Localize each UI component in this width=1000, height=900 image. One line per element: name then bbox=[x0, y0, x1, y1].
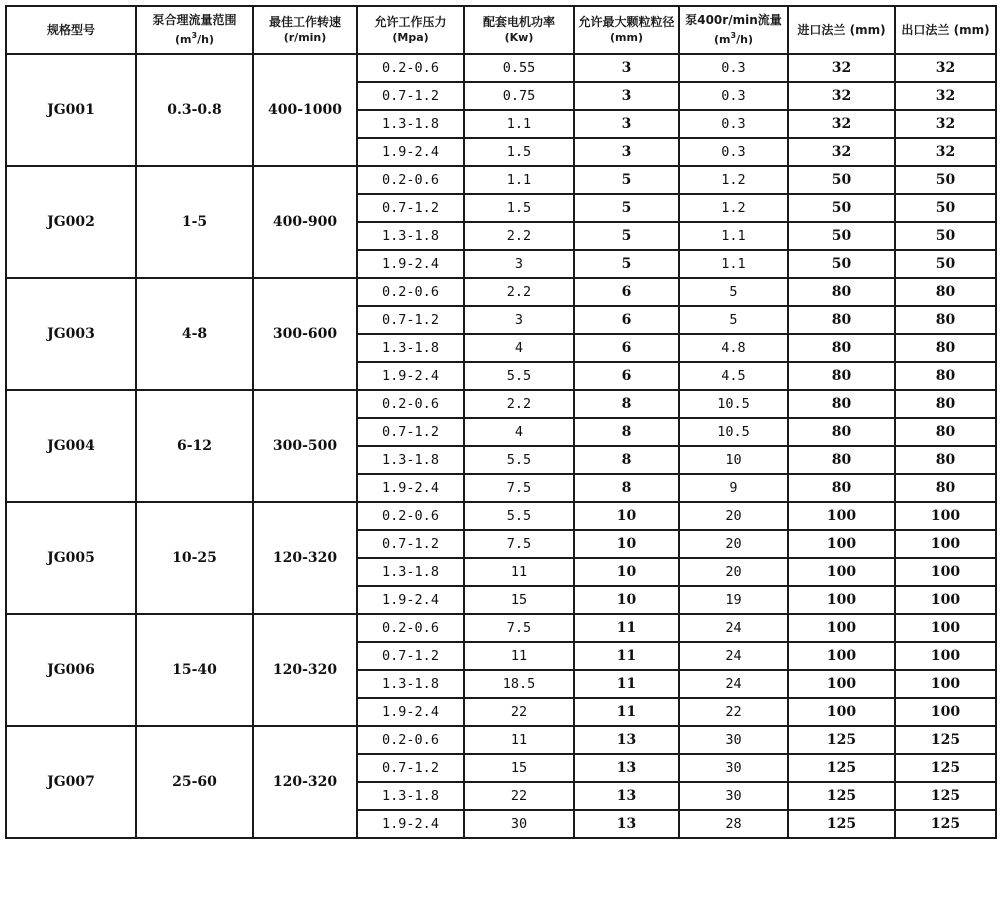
motor-power-cell: 4 bbox=[464, 418, 574, 446]
motor-power-cell: 15 bbox=[464, 586, 574, 614]
motor-power-cell: 3 bbox=[464, 306, 574, 334]
flow-400-cell: 1.2 bbox=[679, 194, 788, 222]
flow-400-cell: 19 bbox=[679, 586, 788, 614]
inlet-flange-cell: 100 bbox=[788, 530, 895, 558]
particle-size-cell: 11 bbox=[574, 698, 679, 726]
speed-cell: 400-1000 bbox=[253, 54, 357, 166]
table-row bbox=[6, 502, 996, 530]
pressure-cell: 1.3-1.8 bbox=[357, 110, 464, 138]
pump-spec-table bbox=[5, 5, 997, 839]
particle-size-cell: 11 bbox=[574, 614, 679, 642]
pressure-cell: 0.2-0.6 bbox=[357, 726, 464, 754]
flow-range-cell: 6-12 bbox=[136, 390, 253, 502]
motor-power-cell: 1.1 bbox=[464, 110, 574, 138]
inlet-flange-cell: 100 bbox=[788, 698, 895, 726]
pressure-cell: 1.9-2.4 bbox=[357, 810, 464, 838]
motor-power-cell: 2.2 bbox=[464, 278, 574, 306]
particle-size-cell: 10 bbox=[574, 586, 679, 614]
motor-power-cell: 0.55 bbox=[464, 54, 574, 82]
inlet-flange-cell: 80 bbox=[788, 362, 895, 390]
motor-power-cell: 4 bbox=[464, 334, 574, 362]
pressure-cell: 0.2-0.6 bbox=[357, 54, 464, 82]
particle-size-cell: 8 bbox=[574, 446, 679, 474]
inlet-flange-cell: 32 bbox=[788, 82, 895, 110]
particle-size-cell: 3 bbox=[574, 82, 679, 110]
particle-size-cell: 6 bbox=[574, 362, 679, 390]
header-row bbox=[6, 6, 996, 54]
speed-cell: 120-320 bbox=[253, 502, 357, 614]
particle-size-cell: 3 bbox=[574, 110, 679, 138]
table-row bbox=[6, 726, 996, 754]
outlet-flange-cell: 32 bbox=[895, 82, 996, 110]
inlet-flange-cell: 100 bbox=[788, 642, 895, 670]
motor-power-cell: 11 bbox=[464, 642, 574, 670]
outlet-flange-cell: 32 bbox=[895, 138, 996, 166]
inlet-flange-cell: 100 bbox=[788, 502, 895, 530]
inlet-flange-cell: 32 bbox=[788, 110, 895, 138]
motor-power-cell: 5.5 bbox=[464, 362, 574, 390]
pressure-cell: 0.7-1.2 bbox=[357, 418, 464, 446]
motor-power-cell: 22 bbox=[464, 782, 574, 810]
motor-power-cell: 2.2 bbox=[464, 390, 574, 418]
flow-range-cell: 15-40 bbox=[136, 614, 253, 726]
flow-400-cell: 4.8 bbox=[679, 334, 788, 362]
particle-size-cell: 5 bbox=[574, 194, 679, 222]
pressure-cell: 0.2-0.6 bbox=[357, 390, 464, 418]
header-model: 规格型号 bbox=[6, 6, 136, 54]
pressure-cell: 1.3-1.8 bbox=[357, 782, 464, 810]
flow-400-cell: 24 bbox=[679, 642, 788, 670]
outlet-flange-cell: 100 bbox=[895, 670, 996, 698]
outlet-flange-cell: 80 bbox=[895, 390, 996, 418]
pressure-cell: 0.2-0.6 bbox=[357, 502, 464, 530]
flow-400-cell: 10 bbox=[679, 446, 788, 474]
model-cell: JG002 bbox=[6, 166, 136, 278]
outlet-flange-cell: 100 bbox=[895, 698, 996, 726]
flow-400-cell: 0.3 bbox=[679, 54, 788, 82]
particle-size-cell: 6 bbox=[574, 306, 679, 334]
outlet-flange-cell: 100 bbox=[895, 642, 996, 670]
inlet-flange-cell: 32 bbox=[788, 54, 895, 82]
particle-size-cell: 10 bbox=[574, 502, 679, 530]
outlet-flange-cell: 50 bbox=[895, 222, 996, 250]
table-row bbox=[6, 390, 996, 418]
outlet-flange-cell: 32 bbox=[895, 110, 996, 138]
header-pressure: 允许工作压力 (Mpa) bbox=[357, 6, 464, 54]
table-row bbox=[6, 278, 996, 306]
inlet-flange-cell: 100 bbox=[788, 670, 895, 698]
speed-cell: 300-500 bbox=[253, 390, 357, 502]
outlet-flange-cell: 80 bbox=[895, 362, 996, 390]
model-cell: JG001 bbox=[6, 54, 136, 166]
particle-size-cell: 5 bbox=[574, 222, 679, 250]
outlet-flange-cell: 125 bbox=[895, 726, 996, 754]
motor-power-cell: 1.1 bbox=[464, 166, 574, 194]
inlet-flange-cell: 50 bbox=[788, 194, 895, 222]
pressure-cell: 1.3-1.8 bbox=[357, 670, 464, 698]
speed-cell: 300-600 bbox=[253, 278, 357, 390]
pressure-cell: 1.9-2.4 bbox=[357, 138, 464, 166]
spec-table-frame bbox=[5, 5, 995, 892]
motor-power-cell: 18.5 bbox=[464, 670, 574, 698]
particle-size-cell: 8 bbox=[574, 418, 679, 446]
flow-400-cell: 24 bbox=[679, 670, 788, 698]
motor-power-cell: 2.2 bbox=[464, 222, 574, 250]
inlet-flange-cell: 125 bbox=[788, 810, 895, 838]
outlet-flange-cell: 80 bbox=[895, 334, 996, 362]
pressure-cell: 0.7-1.2 bbox=[357, 642, 464, 670]
inlet-flange-cell: 80 bbox=[788, 334, 895, 362]
particle-size-cell: 13 bbox=[574, 726, 679, 754]
pressure-cell: 1.9-2.4 bbox=[357, 698, 464, 726]
flow-400-cell: 30 bbox=[679, 726, 788, 754]
table-body bbox=[6, 54, 996, 838]
motor-power-cell: 7.5 bbox=[464, 474, 574, 502]
pressure-cell: 1.9-2.4 bbox=[357, 250, 464, 278]
pressure-cell: 1.9-2.4 bbox=[357, 362, 464, 390]
flow-range-cell: 10-25 bbox=[136, 502, 253, 614]
pressure-cell: 0.2-0.6 bbox=[357, 614, 464, 642]
pressure-cell: 1.9-2.4 bbox=[357, 474, 464, 502]
flow-400-cell: 30 bbox=[679, 754, 788, 782]
particle-size-cell: 8 bbox=[574, 390, 679, 418]
flow-400-cell: 30 bbox=[679, 782, 788, 810]
flow-400-cell: 24 bbox=[679, 614, 788, 642]
header-flow-range: 泵合理流量范围 $(m^3/h)$ bbox=[136, 6, 253, 54]
outlet-flange-cell: 100 bbox=[895, 558, 996, 586]
flow-range-cell: 1-5 bbox=[136, 166, 253, 278]
particle-size-cell: 3 bbox=[574, 138, 679, 166]
inlet-flange-cell: 125 bbox=[788, 726, 895, 754]
inlet-flange-cell: 100 bbox=[788, 614, 895, 642]
table-row bbox=[6, 614, 996, 642]
inlet-flange-cell: 32 bbox=[788, 138, 895, 166]
flow-400-cell: 9 bbox=[679, 474, 788, 502]
particle-size-cell: 11 bbox=[574, 670, 679, 698]
model-cell: JG003 bbox=[6, 278, 136, 390]
pressure-cell: 0.2-0.6 bbox=[357, 166, 464, 194]
flow-400-cell: 0.3 bbox=[679, 110, 788, 138]
motor-power-cell: 30 bbox=[464, 810, 574, 838]
outlet-flange-cell: 32 bbox=[895, 54, 996, 82]
inlet-flange-cell: 100 bbox=[788, 558, 895, 586]
particle-size-cell: 5 bbox=[574, 166, 679, 194]
particle-size-cell: 13 bbox=[574, 754, 679, 782]
inlet-flange-cell: 125 bbox=[788, 782, 895, 810]
inlet-flange-cell: 80 bbox=[788, 446, 895, 474]
motor-power-cell: 22 bbox=[464, 698, 574, 726]
flow-400-cell: 0.3 bbox=[679, 138, 788, 166]
flow-400-cell: 20 bbox=[679, 558, 788, 586]
model-cell: JG006 bbox=[6, 614, 136, 726]
motor-power-cell: 5.5 bbox=[464, 446, 574, 474]
inlet-flange-cell: 80 bbox=[788, 306, 895, 334]
outlet-flange-cell: 80 bbox=[895, 446, 996, 474]
flow-400-cell: 20 bbox=[679, 502, 788, 530]
outlet-flange-cell: 80 bbox=[895, 278, 996, 306]
particle-size-cell: 13 bbox=[574, 810, 679, 838]
flow-400-cell: 20 bbox=[679, 530, 788, 558]
header-particle-size: 允许最大颗粒粒径 (mm) bbox=[574, 6, 679, 54]
motor-power-cell: 11 bbox=[464, 558, 574, 586]
pressure-cell: 1.3-1.8 bbox=[357, 446, 464, 474]
header-speed: 最佳工作转速 (r/min) bbox=[253, 6, 357, 54]
outlet-flange-cell: 80 bbox=[895, 474, 996, 502]
outlet-flange-cell: 100 bbox=[895, 586, 996, 614]
table-header bbox=[6, 6, 996, 54]
flow-range-cell: 4-8 bbox=[136, 278, 253, 390]
motor-power-cell: 7.5 bbox=[464, 614, 574, 642]
particle-size-cell: 5 bbox=[574, 250, 679, 278]
motor-power-cell: 1.5 bbox=[464, 194, 574, 222]
inlet-flange-cell: 80 bbox=[788, 390, 895, 418]
outlet-flange-cell: 100 bbox=[895, 614, 996, 642]
outlet-flange-cell: 125 bbox=[895, 754, 996, 782]
model-cell: JG004 bbox=[6, 390, 136, 502]
inlet-flange-cell: 50 bbox=[788, 222, 895, 250]
pressure-cell: 0.7-1.2 bbox=[357, 754, 464, 782]
particle-size-cell: 6 bbox=[574, 334, 679, 362]
inlet-flange-cell: 80 bbox=[788, 474, 895, 502]
flow-400-cell: 5 bbox=[679, 306, 788, 334]
motor-power-cell: 5.5 bbox=[464, 502, 574, 530]
outlet-flange-cell: 125 bbox=[895, 782, 996, 810]
flow-range-cell: 25-60 bbox=[136, 726, 253, 838]
flow-400-cell: 4.5 bbox=[679, 362, 788, 390]
particle-size-cell: 3 bbox=[574, 54, 679, 82]
motor-power-cell: 3 bbox=[464, 250, 574, 278]
flow-400-cell: 10.5 bbox=[679, 390, 788, 418]
particle-size-cell: 10 bbox=[574, 530, 679, 558]
header-flow-400: 泵400r/min流量 $(m^3/h)$ bbox=[679, 6, 788, 54]
outlet-flange-cell: 100 bbox=[895, 530, 996, 558]
motor-power-cell: 0.75 bbox=[464, 82, 574, 110]
particle-size-cell: 13 bbox=[574, 782, 679, 810]
pressure-cell: 1.9-2.4 bbox=[357, 586, 464, 614]
flow-range-cell: 0.3-0.8 bbox=[136, 54, 253, 166]
flow-400-cell: 1.1 bbox=[679, 250, 788, 278]
particle-size-cell: 8 bbox=[574, 474, 679, 502]
outlet-flange-cell: 100 bbox=[895, 502, 996, 530]
flow-400-cell: 1.1 bbox=[679, 222, 788, 250]
outlet-flange-cell: 80 bbox=[895, 418, 996, 446]
motor-power-cell: 11 bbox=[464, 726, 574, 754]
particle-size-cell: 6 bbox=[574, 278, 679, 306]
inlet-flange-cell: 50 bbox=[788, 166, 895, 194]
pressure-cell: 0.7-1.2 bbox=[357, 530, 464, 558]
speed-cell: 400-900 bbox=[253, 166, 357, 278]
pressure-cell: 0.7-1.2 bbox=[357, 82, 464, 110]
flow-400-cell: 28 bbox=[679, 810, 788, 838]
pressure-cell: 1.3-1.8 bbox=[357, 558, 464, 586]
particle-size-cell: 11 bbox=[574, 642, 679, 670]
motor-power-cell: 15 bbox=[464, 754, 574, 782]
inlet-flange-cell: 50 bbox=[788, 250, 895, 278]
model-cell: JG007 bbox=[6, 726, 136, 838]
flow-400-cell: 1.2 bbox=[679, 166, 788, 194]
outlet-flange-cell: 50 bbox=[895, 250, 996, 278]
pressure-cell: 1.3-1.8 bbox=[357, 222, 464, 250]
model-cell: JG005 bbox=[6, 502, 136, 614]
outlet-flange-cell: 80 bbox=[895, 306, 996, 334]
outlet-flange-cell: 50 bbox=[895, 166, 996, 194]
speed-cell: 120-320 bbox=[253, 726, 357, 838]
inlet-flange-cell: 80 bbox=[788, 278, 895, 306]
pressure-cell: 0.2-0.6 bbox=[357, 278, 464, 306]
motor-power-cell: 1.5 bbox=[464, 138, 574, 166]
pressure-cell: 0.7-1.2 bbox=[357, 306, 464, 334]
header-motor-power: 配套电机功率 (Kw) bbox=[464, 6, 574, 54]
table-row bbox=[6, 166, 996, 194]
flow-400-cell: 10.5 bbox=[679, 418, 788, 446]
pressure-cell: 1.3-1.8 bbox=[357, 334, 464, 362]
outlet-flange-cell: 50 bbox=[895, 194, 996, 222]
motor-power-cell: 7.5 bbox=[464, 530, 574, 558]
inlet-flange-cell: 100 bbox=[788, 586, 895, 614]
flow-400-cell: 22 bbox=[679, 698, 788, 726]
flow-400-cell: 0.3 bbox=[679, 82, 788, 110]
flow-400-cell: 5 bbox=[679, 278, 788, 306]
pressure-cell: 0.7-1.2 bbox=[357, 194, 464, 222]
inlet-flange-cell: 80 bbox=[788, 418, 895, 446]
particle-size-cell: 10 bbox=[574, 558, 679, 586]
outlet-flange-cell: 125 bbox=[895, 810, 996, 838]
speed-cell: 120-320 bbox=[253, 614, 357, 726]
inlet-flange-cell: 125 bbox=[788, 754, 895, 782]
table-row bbox=[6, 54, 996, 82]
header-inlet-flange: 进口法兰 (mm) bbox=[788, 6, 895, 54]
header-outlet-flange: 出口法兰 (mm) bbox=[895, 6, 996, 54]
